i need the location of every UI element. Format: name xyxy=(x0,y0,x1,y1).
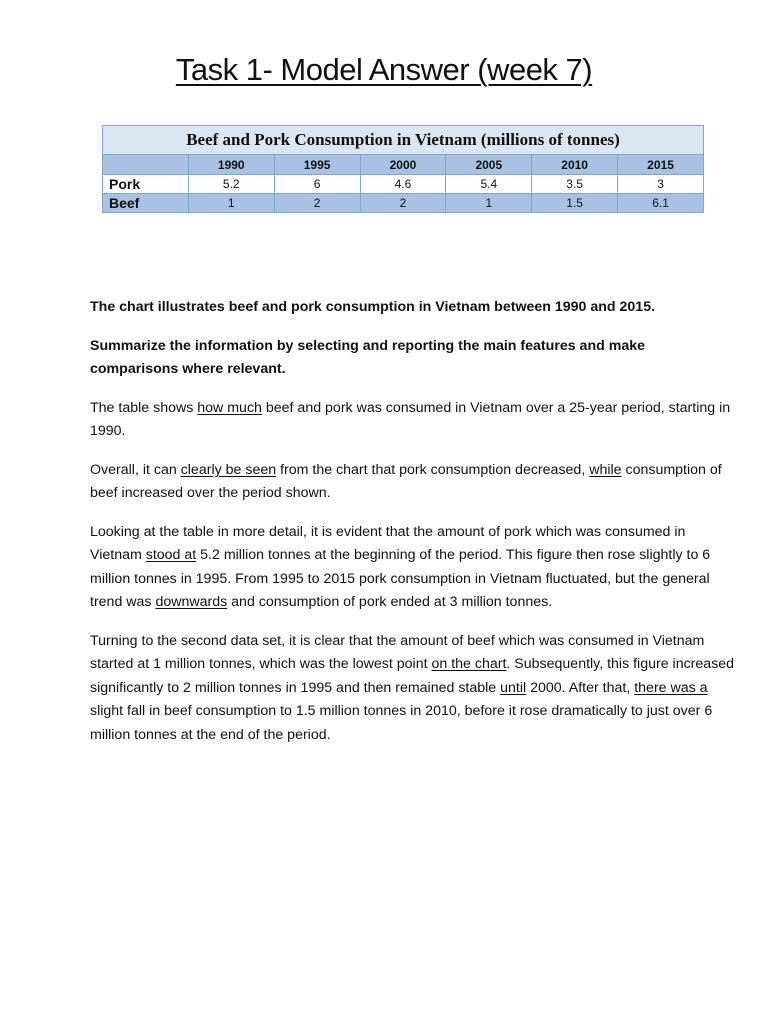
text-run: Looking at the table in more detail, it is evident that the amount of pork which was consumed in Vietnam xyxy=(90,523,686,563)
table-row-beef xyxy=(103,194,704,213)
text-run: slight fall in beef consumption to 1.5 million tonnes in 2010, before it rose dramatically to just over 6 million tonnes at the end of the period. xyxy=(90,703,713,743)
underlined-phrase: clearly be seen xyxy=(180,461,277,478)
table-cell: 1.5 xyxy=(532,194,618,213)
text-run: from the chart that pork consumption decreased, xyxy=(276,461,590,478)
table-cell: 2 xyxy=(274,194,360,213)
table-cell: 1 xyxy=(188,194,274,213)
table-cell: 4.6 xyxy=(360,175,446,194)
answer-paragraph-intro xyxy=(90,397,735,444)
header-corner-cell xyxy=(103,155,189,175)
underlined-phrase: there was a xyxy=(634,679,708,696)
underlined-phrase: stood at xyxy=(145,547,197,563)
table-header-row xyxy=(103,155,704,175)
table-caption: Beef and Pork Consumption in Vietnam (millions of tonnes) xyxy=(103,126,704,155)
text-run: 2000. After that, xyxy=(526,679,635,696)
task-prompt-line: The chart illustrates beef and pork consumption in Vietnam between 1990 and 2015. xyxy=(90,299,656,315)
table-cell: 6 xyxy=(274,175,360,194)
table-cell: 2 xyxy=(360,194,446,213)
consumption-table xyxy=(102,125,704,213)
answer-paragraph-beef xyxy=(90,630,735,748)
task-instruction-line: Summarize the information by selecting and reporting the main features and make comparisons where relevant. xyxy=(90,337,646,377)
table-cell: 6.1 xyxy=(618,194,704,213)
year-header: 2005 xyxy=(446,155,532,175)
row-label: Beef xyxy=(103,194,189,213)
year-header: 1990 xyxy=(188,155,274,175)
answer-paragraph-pork xyxy=(90,521,735,615)
text-run: Overall, it can xyxy=(90,461,181,478)
answer-paragraph-overview xyxy=(90,459,735,506)
row-label: Pork xyxy=(103,175,189,194)
underlined-phrase: how much xyxy=(197,399,262,416)
year-header: 2015 xyxy=(618,155,704,175)
text-run: and consumption of pork ended at 3 million tonnes. xyxy=(227,594,553,610)
year-header: 1995 xyxy=(274,155,360,175)
underlined-phrase: downwards xyxy=(155,594,228,610)
table-cell: 5.2 xyxy=(188,175,274,194)
document-body xyxy=(90,296,735,762)
underlined-phrase: while xyxy=(589,461,622,478)
underlined-phrase: on the chart xyxy=(431,656,507,672)
table-cell: 5.4 xyxy=(446,175,532,194)
underlined-phrase: until xyxy=(500,679,527,696)
text-run: 5.2 million tonnes at the beginning of the period. This figure then rose slightly to 6 million tonnes in 1995. From 1995 to 2015 pork consumption in Vietnam fluctuated, but the general trend was xyxy=(90,547,711,610)
table-row-pork xyxy=(103,175,704,194)
page-title: Task 1- Model Answer (week 7) xyxy=(175,52,593,87)
text-run: consumption of beef increased over the period shown. xyxy=(90,461,722,501)
text-run: Turning to the second data set, it is clear that the amount of beef which was consumed in Vietnam started at 1 million tonnes, which was the lowest point xyxy=(90,632,705,672)
text-run: beef and pork was consumed in Vietnam over a 25-year period, starting in 1990. xyxy=(90,399,731,439)
text-run: The table shows xyxy=(90,399,198,416)
table-cell: 3 xyxy=(618,175,704,194)
text-run: . Subsequently, this figure increased significantly to 2 million tonnes in 1995 and then remained stable xyxy=(90,656,735,696)
table-cell: 1 xyxy=(446,194,532,213)
year-header: 2010 xyxy=(532,155,618,175)
year-header: 2000 xyxy=(360,155,446,175)
table-cell: 3.5 xyxy=(532,175,618,194)
